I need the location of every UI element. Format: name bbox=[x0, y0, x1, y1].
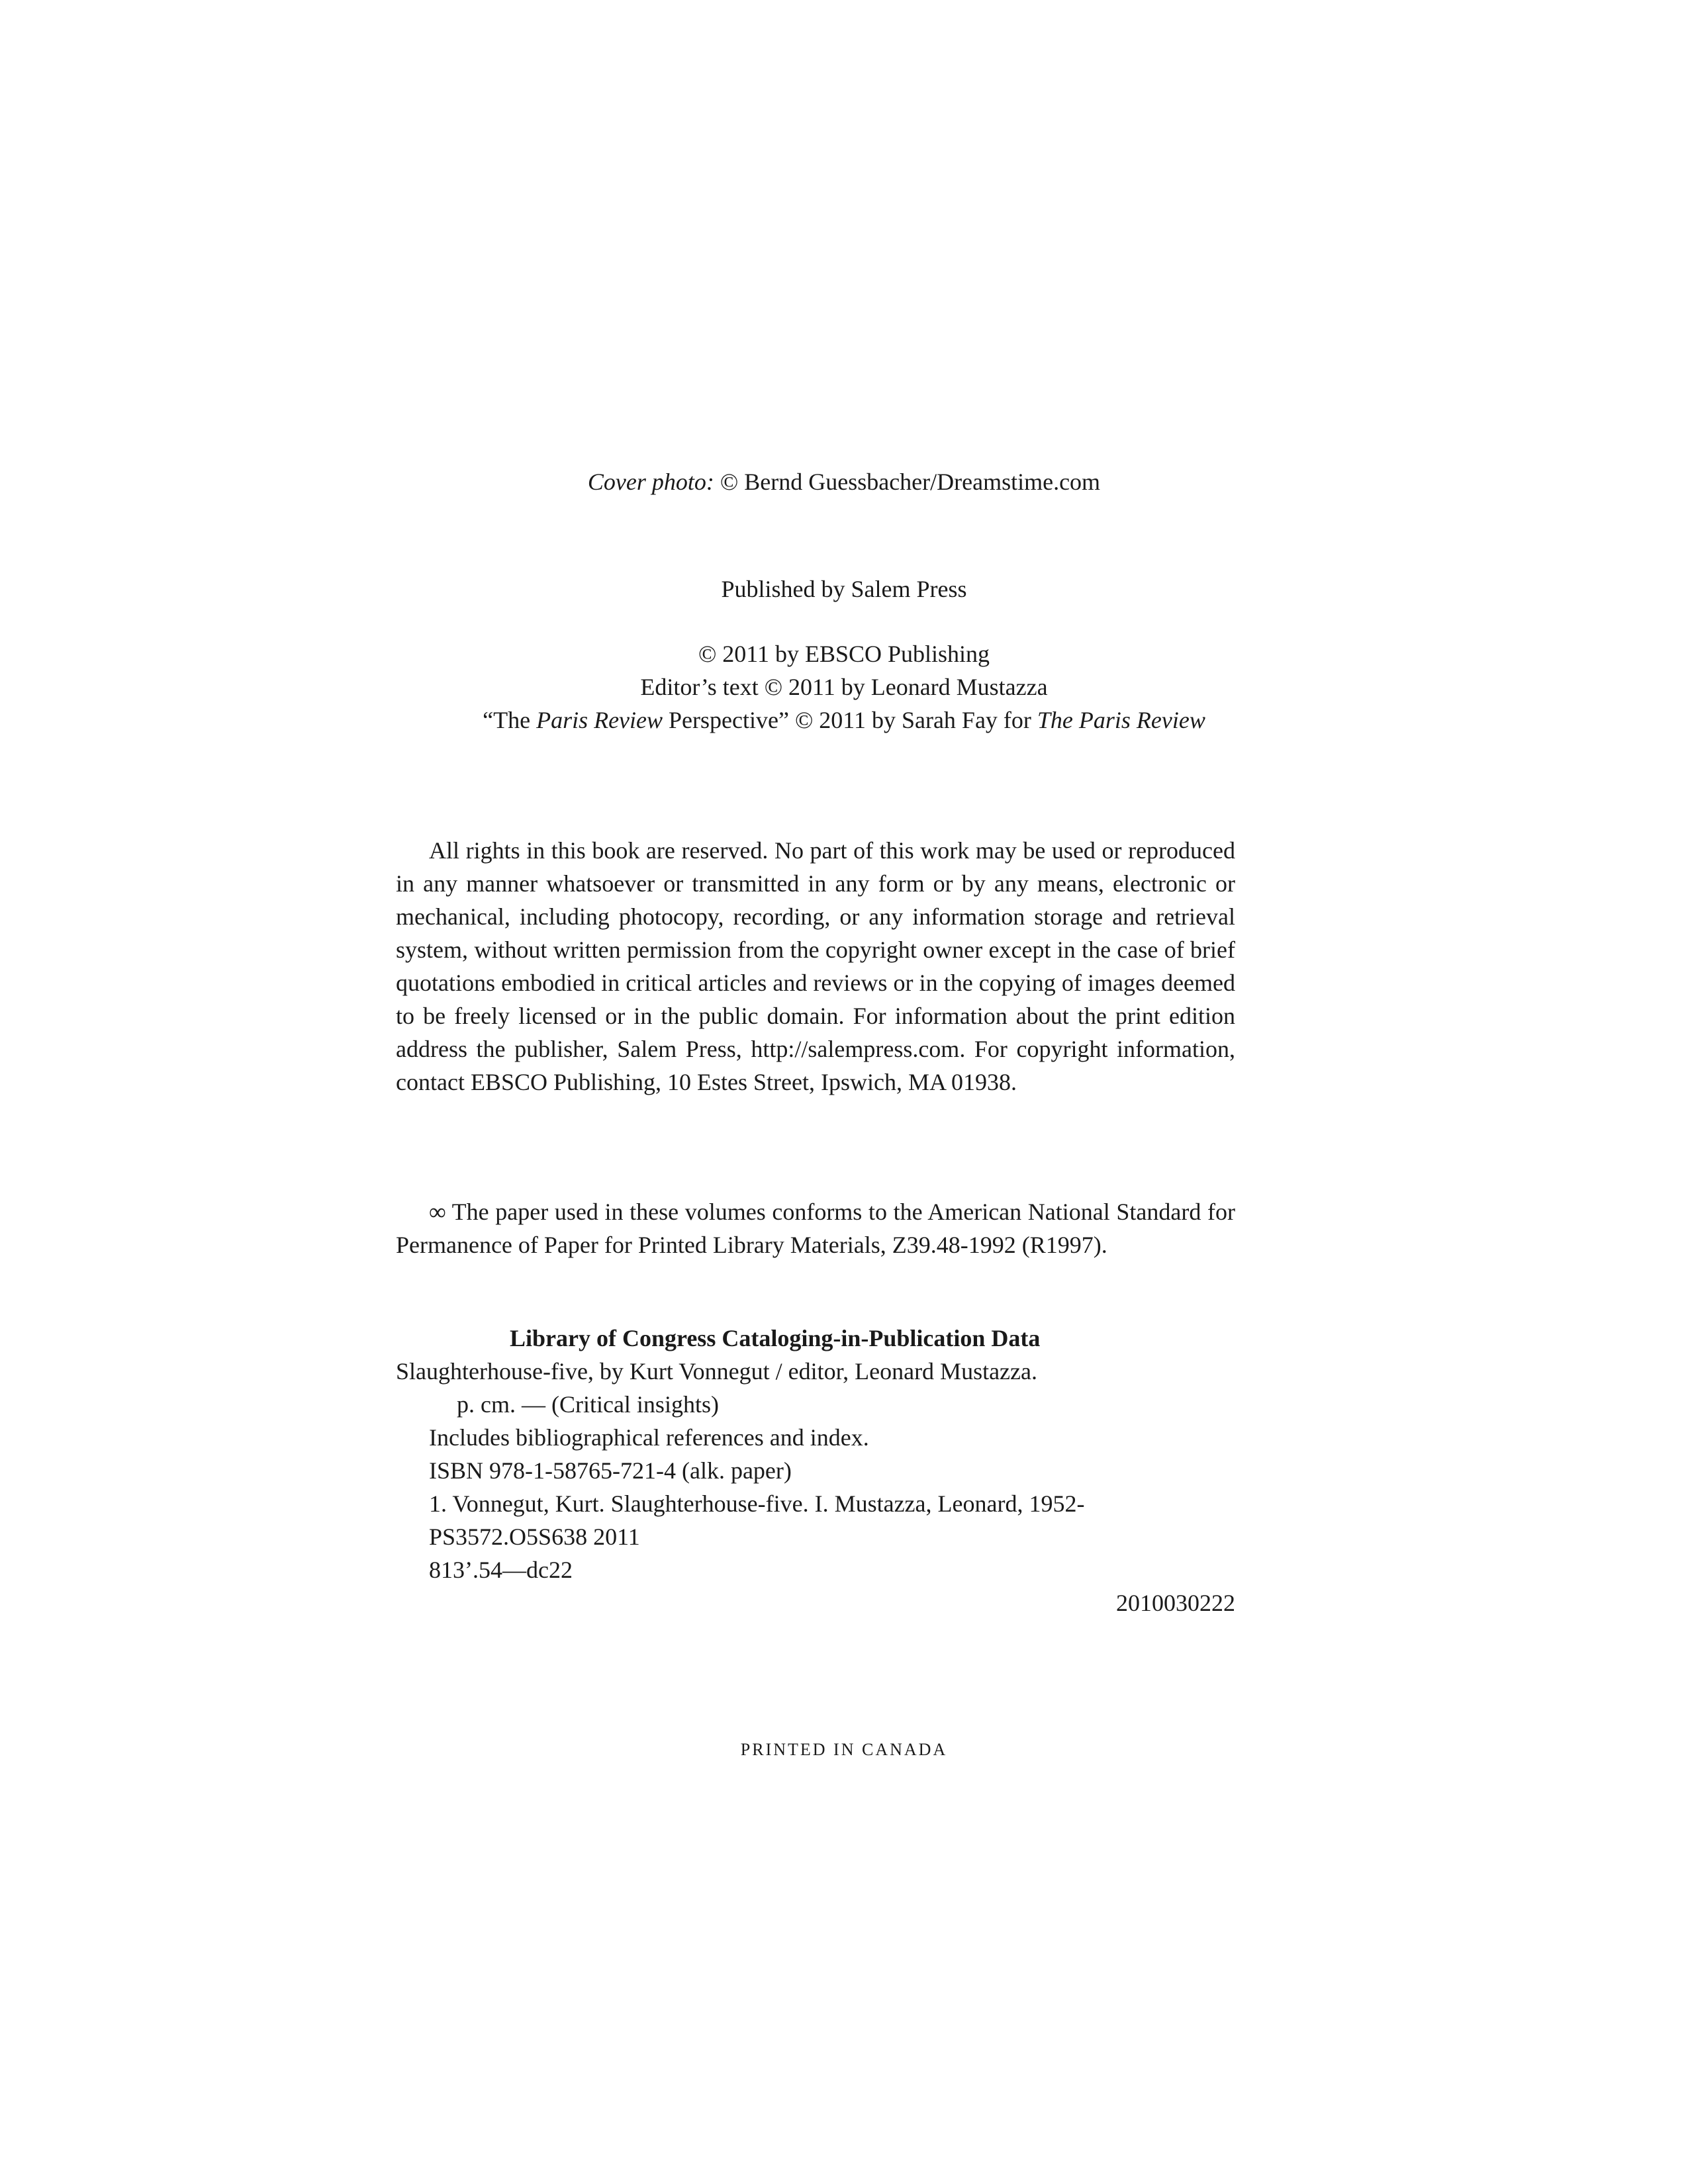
cip-call-number: PS3572.O5S638 2011 bbox=[429, 1524, 640, 1550]
rights-paragraph: All rights in this book are reserved. No part of this work may be used or reproduced in any manner whatsoever or transmitted in any form or by any means, electronic or mechanical, including photocopy, recording, or any information storage and retrieval system, without written permission from the copyright owner except in the case of brief quotations embodied in critical articles and reviews or in the copying of images deemed to be freely licensed or in the public domain. For information about the print edition address the publisher, Salem Press, http://salempress.com. For copyright information, contact EBSCO Publishing, 10 Estes Street, Ipswich, MA 01938. bbox=[396, 837, 1235, 1095]
copyright-paris-part1: “The bbox=[483, 707, 537, 733]
cip-title-line: Slaughterhouse-five, by Kurt Vonnegut / editor, Leonard Mustazza. bbox=[396, 1358, 1037, 1385]
cip-dewey: 813’.54—dc22 bbox=[429, 1557, 573, 1583]
cip-lccn: 2010030222 bbox=[1116, 1590, 1235, 1616]
copyright-ebsco: © 2011 by EBSCO Publishing bbox=[698, 641, 990, 667]
cip-heading: Library of Congress Cataloging-in-Publication Data bbox=[510, 1325, 1041, 1351]
copyright-paris-part2: Perspective” © 2011 by Sarah Fay for bbox=[663, 707, 1037, 733]
cip-isbn-line: ISBN 978-1-58765-721-4 (alk. paper) bbox=[429, 1457, 792, 1484]
copyright-paris-review bbox=[0, 704, 1688, 736]
copyright-paris-italic2: The Paris Review bbox=[1037, 707, 1205, 733]
cip-subject-line: 1. Vonnegut, Kurt. Slaughterhouse-five. I. Mustazza, Leonard, 1952- bbox=[429, 1490, 1085, 1517]
copyright-paris-italic1: Paris Review bbox=[536, 707, 663, 733]
printed-in-canada: PRINTED IN CANADA bbox=[740, 1740, 948, 1759]
cip-pages-line: p. cm. — (Critical insights) bbox=[457, 1391, 719, 1418]
cover-photo-source: © Bernd Guessbacher/Dreamstime.com bbox=[714, 469, 1101, 495]
copyright-editor: Editor’s text © 2011 by Leonard Mustazza bbox=[640, 674, 1048, 700]
published-by: Published by Salem Press bbox=[721, 576, 967, 602]
cover-photo-credit bbox=[0, 466, 1688, 498]
paper-notice: ∞ The paper used in these volumes conforms to the American National Standard for Permanence of Paper for Printed Library Materials, Z39.48-1992 (R1997). bbox=[396, 1199, 1235, 1258]
cip-includes-line: Includes bibliographical references and index. bbox=[429, 1424, 869, 1451]
cover-photo-label: Cover photo: bbox=[587, 469, 714, 495]
